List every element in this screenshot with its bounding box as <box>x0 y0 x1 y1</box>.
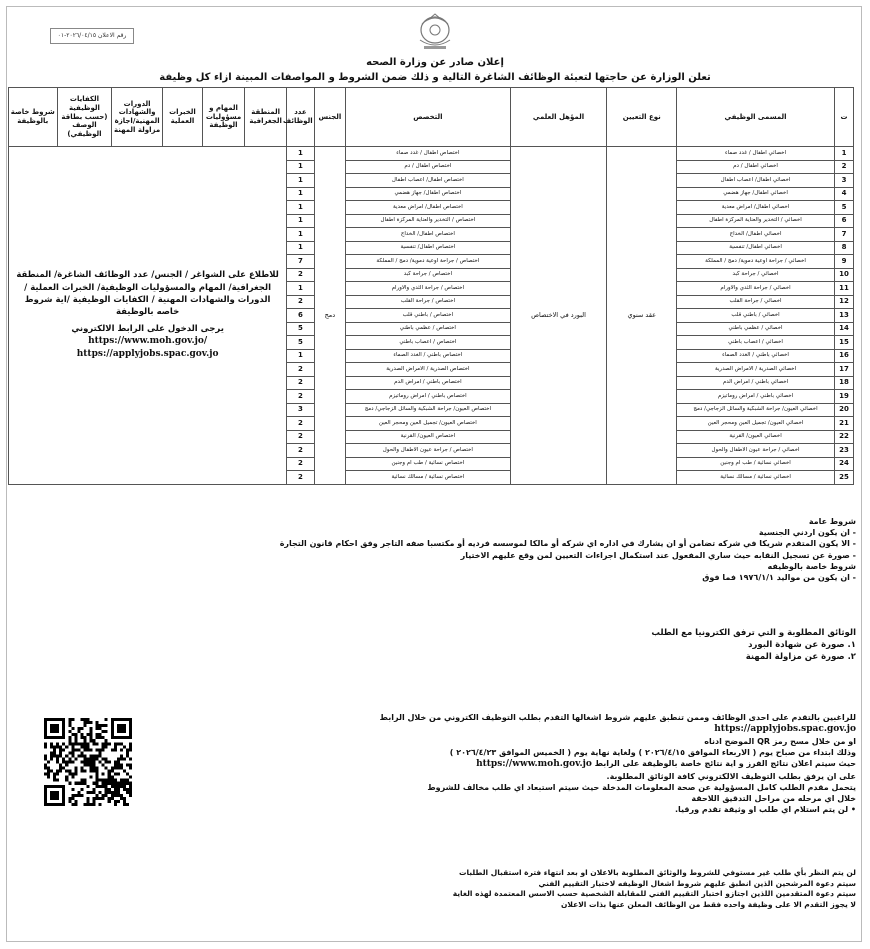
row-number: 7 <box>835 228 854 242</box>
apply-text-6: يتحمل مقدم الطلب كامل المسؤولية عن صحة المعلومات المدخلة حيث سيتم استبعاد اي طلب مخالف للشروط <box>427 782 856 792</box>
row-specialty: اختصاص العيون/ القرنية <box>346 430 510 444</box>
row-job-title: اخصائي / جراحة الثدي والاورام <box>677 282 835 296</box>
row-job-title: اخصائي الصدرية / الامراض الصدرية <box>677 363 835 377</box>
apply-link[interactable]: https://applyjobs.spac.gov.jo <box>714 724 856 735</box>
row-count: 5 <box>287 322 314 336</box>
row-specialty: اختصاص اطفال/ امراض معدية <box>346 201 510 215</box>
row-specialty: اختصاص العيون/ تجميل العين ومحجر العين <box>346 417 510 431</box>
row-number: 15 <box>835 336 854 350</box>
row-number: 18 <box>835 376 854 390</box>
row-count: 2 <box>287 390 314 404</box>
row-specialty: اختصاص / باطني قلب <box>346 309 510 323</box>
row-job-title: اخصائي العيون/ جراحة الشبكية والسائل الزجاجي/ دمج <box>677 403 835 417</box>
row-job-title: اخصائي / اعصاب باطني <box>677 336 835 350</box>
row-number: 20 <box>835 403 854 417</box>
row-specialty: اختصاص / جراحة كبد <box>346 268 510 282</box>
col-gender: الجنس <box>314 88 346 147</box>
row-specialty: اختصاص الصدرية / الامراض الصدرية <box>346 363 510 377</box>
row-count: 7 <box>287 255 314 269</box>
row-count: 1 <box>287 214 314 228</box>
row-specialty: اختصاص / جراحة الثدي والاورام <box>346 282 510 296</box>
row-specialty: اختصاص / جراحة القلب <box>346 295 510 309</box>
row-job-title: اخصائي باطني / امراض روماتيزم <box>677 390 835 404</box>
special-heading: شروط خاصة بالوظيفه <box>767 561 856 571</box>
final-notes <box>453 868 856 910</box>
general-line-2: - الا يكون المتقدم شريكا في شركه تضامن أو ان يشارك في اداره اي شركه أو مالكا لموسسه فرديه أو مكتسبا صفه التاجر وفق احكام قانون التجارة <box>279 539 856 549</box>
note-3: سيتم دعوة المتقدمين اللذين اجتازو اختبار التقييم الفني للمقابلة الشخصية حسب الاسس المعتمدة لهذه الغاية <box>452 889 856 898</box>
row-count: 2 <box>287 430 314 444</box>
vacancies-body <box>9 147 854 485</box>
row-number: 25 <box>835 471 854 485</box>
row-specialty: اختصاص / جراحة عيون الاطفال والحول <box>346 444 510 458</box>
row-count: 1 <box>287 160 314 174</box>
row-count: 2 <box>287 376 314 390</box>
document-item-2: ٢. صورة عن مزاولة المهنة <box>745 651 856 662</box>
apply-text-5: على ان يرفق بطلب التوظيف الالكتروني كافة الوثائق المطلوبة. <box>606 771 856 781</box>
applyjobs-link[interactable]: https://applyjobs.spac.gov.jo <box>76 349 219 360</box>
row-job-title: اخصائي اطفال/ تنفسية <box>677 241 835 255</box>
table-header-row <box>9 88 854 147</box>
row-specialty: اختصاص باطني / امراض روماتيزم <box>346 390 510 404</box>
row-number: 14 <box>835 322 854 336</box>
row-number: 23 <box>835 444 854 458</box>
special-line-1: - ان يكون من مواليد ١٩٧٦/١/١ فما فوق <box>702 572 856 582</box>
row-specialty: اختصاص نسائية / طب ام وجنين <box>346 457 510 471</box>
row-job-title: اخصائي العيون/ القرنية <box>677 430 835 444</box>
col-count: عدد الوظائف <box>287 88 314 147</box>
reference-number-box: رقم الاعلان ٢٠٢٦/٠٤/١٥-٠١ <box>50 28 134 44</box>
announcement-subtitle: تعلن الوزارة عن حاجتها لتعبئة الوظائف الشاغرة التالية و ذلك ضمن الشروط و المواصفات المبينة ازاء كل وظيفة <box>159 72 711 83</box>
row-job-title: اخصائي العيون/ تجميل العين ومحجر العين <box>677 417 835 431</box>
row-number: 6 <box>835 214 854 228</box>
row-job-title: اخصائي اطفال / دم <box>677 160 835 174</box>
row-number: 2 <box>835 160 854 174</box>
row-number: 11 <box>835 282 854 296</box>
row-specialty: اختصاص اطفال/ تنفسية <box>346 241 510 255</box>
row-specialty: اختصاص باطني / امراض الدم <box>346 376 510 390</box>
apply-dates: وذلك ابتداء من صباح يوم ( الاربعاء الموافق ٢٠٢٦/٤/١٥ ) ولغاية نهاية يوم ( الخميس الموافق ٢٠٢٦/٤/٢٣ ) <box>449 747 856 757</box>
row-number: 22 <box>835 430 854 444</box>
row-job-title: اخصائي اطفال/ اعصاب اطفال <box>677 174 835 188</box>
row-job-title: اخصائي / عظمي باطني <box>677 322 835 336</box>
row-job-title: اخصائي نسائية / مسالك نسائية <box>677 471 835 485</box>
gender-cell: دمج <box>314 147 346 485</box>
row-count: 1 <box>287 187 314 201</box>
row-job-title: اخصائي اطفال/ جهاز هضمي <box>677 187 835 201</box>
col-job-title: المسمى الوظيفي <box>677 88 835 147</box>
row-job-title: اخصائي نسائية / طب ام وجنين <box>677 457 835 471</box>
row-number: 13 <box>835 309 854 323</box>
note-1: لن يتم النظر بأي طلب غير مستوفي للشروط والوثائق المطلوبة بالاعلان او بعد انتهاء فترة استقبال الطلبات <box>458 868 856 877</box>
row-count: 1 <box>287 201 314 215</box>
general-line-1: - ان يكون اردني الجنسية <box>758 528 856 538</box>
row-job-title: اخصائي / جراحة كبد <box>677 268 835 282</box>
required-documents <box>651 628 856 664</box>
note-2: سيتم دعوة المرشحين الذين انطبق عليهم شروط اشغال الوظيفه لاختبار التقييم الفني <box>538 878 856 888</box>
row-number: 12 <box>835 295 854 309</box>
row-count: 1 <box>287 282 314 296</box>
row-count: 5 <box>287 336 314 350</box>
general-conditions <box>280 516 856 583</box>
note-4: لا يجوز التقدم الا على وظيفة واحده فقط من الوظائف المعلن عنها بذات الاعلان <box>561 899 856 909</box>
row-count: 2 <box>287 471 314 485</box>
row-number: 8 <box>835 241 854 255</box>
row-number: 21 <box>835 417 854 431</box>
row-job-title: اخصائي اطفال/ امراض معدية <box>677 201 835 215</box>
row-job-title: اخصائي / جراحة عيون الاطفال والحول <box>677 444 835 458</box>
row-specialty: اختصاص اطفال/ اعصاب اطفال <box>346 174 510 188</box>
row-number: 16 <box>835 349 854 363</box>
row-specialty: اختصاص باطني / الغدد الصماء <box>346 349 510 363</box>
row-job-title: اخصائي باطني / الغدد الصماء <box>677 349 835 363</box>
row-count: 1 <box>287 147 314 161</box>
row-job-title: اخصائي / جراحة اوعية دموية/ دمج / المملكة <box>677 255 835 269</box>
col-region: المنطقة الجغرافية <box>245 88 287 147</box>
qualification-cell: البورد في الاختصاص <box>510 147 607 485</box>
col-specialty: التخصص <box>346 88 510 147</box>
row-specialty: اختصاص / اعصاب باطني <box>346 336 510 350</box>
row-count: 2 <box>287 417 314 431</box>
documents-heading: الوثائق المطلوبة و التي ترفق الكترونيا مع الطلب <box>651 628 856 638</box>
row-specialty: اختصاص / التخدير والعناية المركزة اطفال <box>346 214 510 228</box>
general-heading: شروط عامة <box>808 517 856 526</box>
col-experience: الخبرات العملية <box>162 88 202 147</box>
row-specialty: اختصاص اطفال/ الخداج <box>346 228 510 242</box>
apply-text-8: • لن يتم استلام اي طلب او وثيقة تقدم ورقيا. <box>674 805 856 815</box>
row-count: 2 <box>287 268 314 282</box>
vacancies-table <box>8 87 854 485</box>
qr-code-icon[interactable] <box>44 716 132 808</box>
row-specialty: اختصاص اطفال / غدد صماء <box>346 147 510 161</box>
row-job-title: اخصائي / جراحة القلب <box>677 295 835 309</box>
row-job-title: اخصائي / التخدير والعناية المركزة اطفال <box>677 214 835 228</box>
row-count: 2 <box>287 363 314 377</box>
row-number: 3 <box>835 174 854 188</box>
row-number: 4 <box>835 187 854 201</box>
row-count: 1 <box>287 174 314 188</box>
document-item-1: ١. صورة عن شهادة البورد <box>748 639 856 650</box>
apply-text-7: خلال اي مرحله من مراحل التدقيق اللاحقة <box>691 794 856 804</box>
col-qualification: المؤهل العلمي <box>510 88 607 147</box>
col-courses: الدورات والشهادات المهنية/اجازة مزاولة المهنة <box>112 88 163 147</box>
row-job-title: اخصائي باطني / امراض الدم <box>677 376 835 390</box>
row-specialty: اختصاص اطفال / دم <box>346 160 510 174</box>
apply-text-4: حيث سيتم اعلان نتائج الفرز و اية نتائج خاصة بالوظيفة على الرابط <box>594 759 856 769</box>
col-duties: المهام و مسؤوليات الوظيفة <box>202 88 244 147</box>
announcement-title: إعلان صادر عن وزارة الصحه <box>366 57 504 68</box>
kingdom-emblem-icon <box>410 10 460 52</box>
row-count: 1 <box>287 241 314 255</box>
moh-link[interactable]: https://www.moh.gov.jo/ <box>88 335 208 346</box>
apply-text-1: للراغبين بالتقدم على احدى الوظائف وممن تنطبق عليهم شروط اشغالها التقدم بطلب التوظيف الكتروني من خلال الرابط <box>379 713 856 722</box>
row-specialty: اختصاص / جراحة اوعية دموية/ دمج / المملكة <box>346 255 510 269</box>
row-number: 9 <box>835 255 854 269</box>
row-number: 19 <box>835 390 854 404</box>
info-cell <box>9 147 287 485</box>
info-text: للاطلاع على الشواغر / الجنس/ عدد الوظائف الشاغرة/ المنطقة الجغرافية/ المهام والمسؤوليات الوظيفية/ الخبرات العملية / الدورات والشهادات المهنية / الكفايات الوظيفية /اية شروط خاصه بالوظيفة <box>16 270 279 318</box>
row-job-title: اخصائي اطفال / غدد صماء <box>677 147 835 161</box>
row-count: 2 <box>287 457 314 471</box>
row-number: 10 <box>835 268 854 282</box>
col-competencies: الكفايات الوظيفية (حسب بطاقة الوصف الوظيفي) <box>57 88 112 147</box>
row-count: 2 <box>287 444 314 458</box>
col-appointment-type: نوع التعيين <box>607 88 677 147</box>
row-specialty: اختصاص العيون/ جراحة الشبكية والسائل الزجاجي/ دمج <box>346 403 510 417</box>
row-specialty: اختصاص نسائية / مسالك نسائية <box>346 471 510 485</box>
col-special-conditions: شروط خاصة بالوظيفة <box>9 88 58 147</box>
general-line-3: - صورة عن تسجيل النقابه حيث ساري المفعول عند استكمال اجراءات التعيين لمن وقع عليهم الاختيار <box>460 550 856 560</box>
appointment-type-cell: عقد سنوي <box>607 147 677 485</box>
results-link[interactable]: https://www.moh.gov.jo <box>476 759 592 770</box>
apply-text-2: او من خلال مسح رمز QR الموضح ادناه <box>704 736 856 746</box>
row-number: 5 <box>835 201 854 215</box>
row-number: 17 <box>835 363 854 377</box>
row-count: 6 <box>287 309 314 323</box>
application-instructions <box>286 712 856 816</box>
row-count: 1 <box>287 228 314 242</box>
row-specialty: اختصاص / عظمي باطني <box>346 322 510 336</box>
row-count: 3 <box>287 403 314 417</box>
row-job-title: اخصائي اطفال/ الخداج <box>677 228 835 242</box>
row-specialty: اختصاص اطفال/ جهاز هضمي <box>346 187 510 201</box>
row-number: 1 <box>835 147 854 161</box>
row-count: 1 <box>287 349 314 363</box>
table-row <box>9 147 854 161</box>
col-seq: ت <box>835 88 854 147</box>
visit-text: يرجى الدخول على الرابط الالكتروني <box>71 323 224 334</box>
row-job-title: اخصائي / باطني قلب <box>677 309 835 323</box>
row-count: 2 <box>287 295 314 309</box>
row-number: 24 <box>835 457 854 471</box>
